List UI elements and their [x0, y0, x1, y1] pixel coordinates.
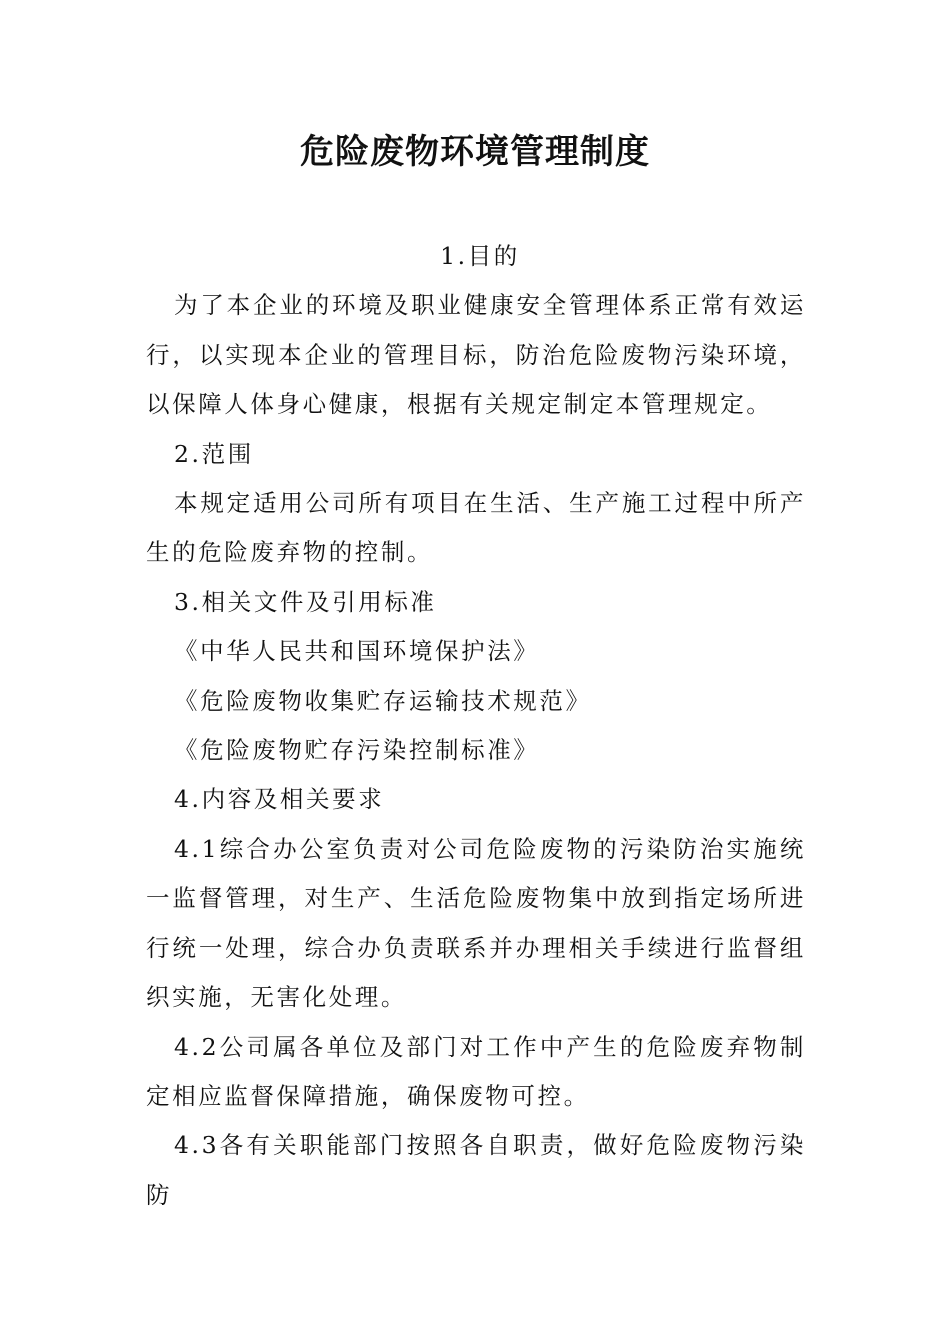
section-heading-content: 4.内容及相关要求	[174, 785, 385, 814]
section-heading-purpose: 1.目的	[440, 242, 520, 270]
content-item-4-2: 4.2公司属各单位及部门对工作中产生的危险废弃物制定相应监督保障措施，确保废物可控。	[146, 1032, 806, 1110]
content-item-4-1: 4.1综合办公室负责对公司危险废物的污染防治实施统一监督管理，对生产、生活危险废物集中放到指定场所进行统一处理，综合办负责联系并办理相关手续进行监督组织实施，无害化处理。	[146, 834, 806, 1012]
purpose-paragraph: 为了本企业的环境及职业健康安全管理体系正常有效运行，以实现本企业的管理目标，防治危险废物污染环境，以保障人体身心健康，根据有关规定制定本管理规定。	[146, 291, 806, 419]
reference-item: 《中华人民共和国环境保护法》	[174, 637, 540, 666]
section-heading-scope: 2.范围	[174, 439, 254, 468]
document-title: 危险废物环境管理制度	[300, 132, 650, 172]
scope-paragraph: 本规定适用公司所有项目在生活、生产施工过程中所产生的危险废弃物的控制。	[146, 489, 806, 567]
reference-item: 《危险废物贮存污染控制标准》	[174, 736, 540, 765]
document-body	[146, 232, 806, 1220]
reference-item: 《危险废物收集贮存运输技术规范》	[174, 686, 592, 715]
section-heading-references: 3.相关文件及引用标准	[174, 587, 437, 616]
content-item-4-3: 4.3各有关职能部门按照各自职责，做好危险废物污染防	[146, 1131, 806, 1209]
